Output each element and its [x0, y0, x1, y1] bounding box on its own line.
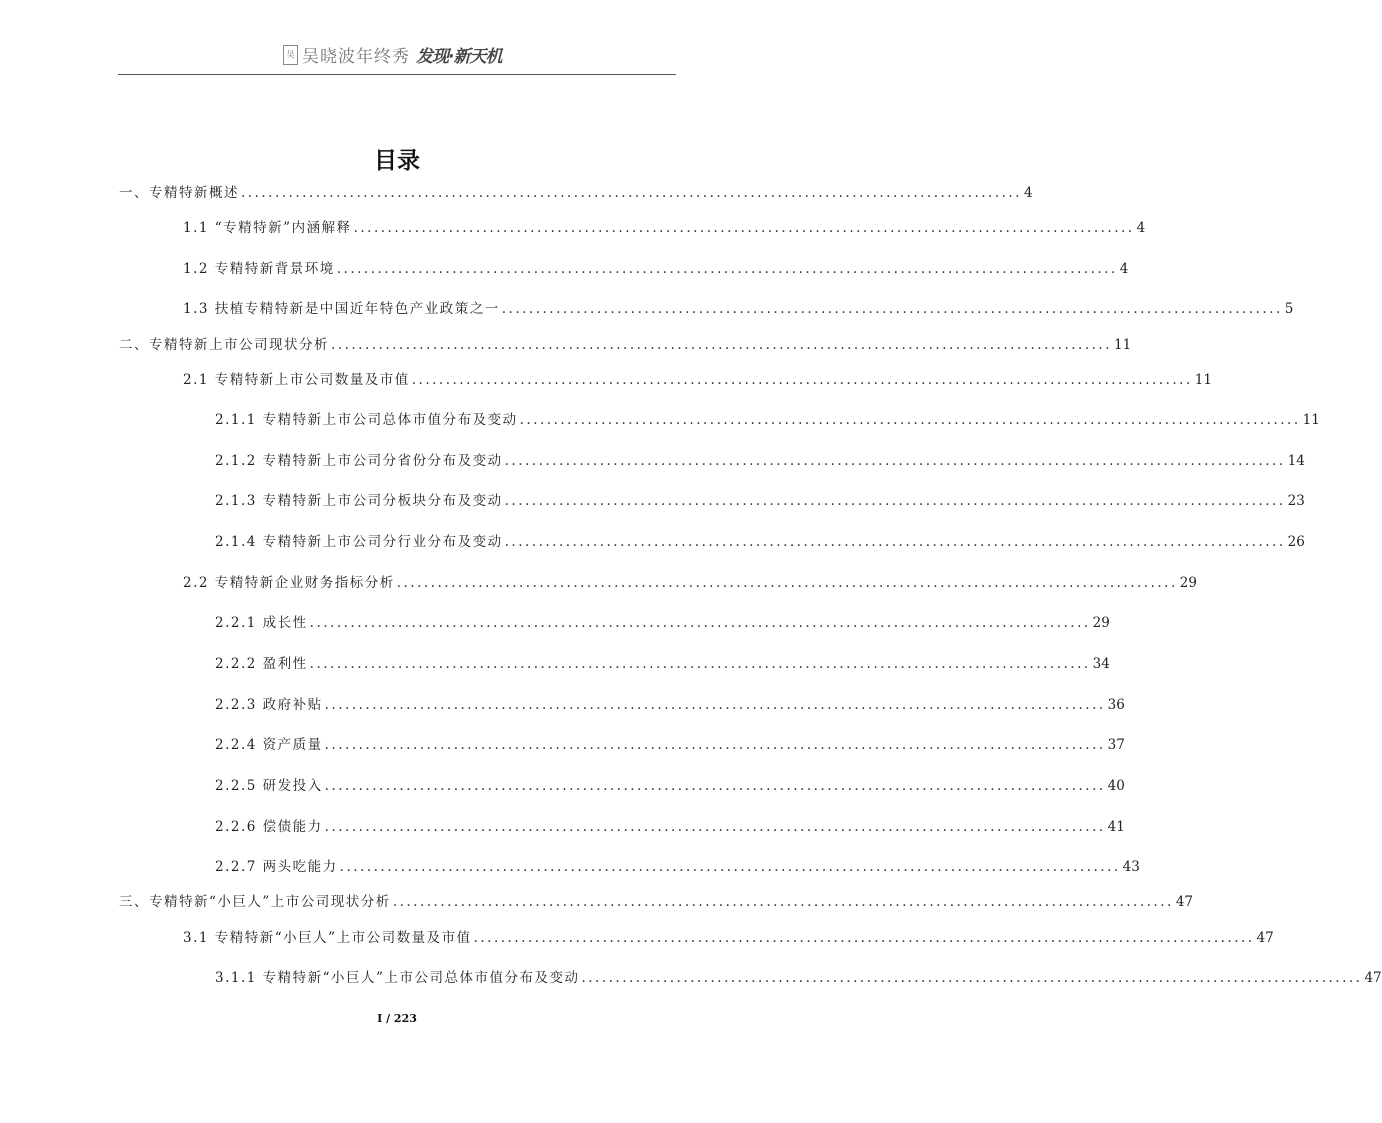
- toc-entry[interactable]: [183, 926, 1274, 946]
- toc-entry-text: 2.2.2 盈利性: [215, 656, 308, 672]
- toc-entry-page: 11: [1194, 372, 1212, 388]
- toc-leader: ...................................................................................................................: [504, 493, 1286, 509]
- toc-entry[interactable]: [215, 774, 1125, 794]
- toc-leader: ...................................................................................................................: [336, 261, 1118, 277]
- toc-leader: ...................................................................................................................: [392, 894, 1174, 910]
- toc-leader: ...................................................................................................................: [324, 697, 1106, 713]
- toc-entry-text: 1.1 “专精特新”内涵解释: [183, 220, 352, 236]
- toc-entry-text: 2.2.7 两头吃能力: [215, 859, 338, 875]
- toc-entry-page: 41: [1107, 819, 1125, 835]
- toc-entry-page: 14: [1287, 453, 1305, 469]
- toc-entry[interactable]: [215, 855, 1140, 875]
- toc-entry-page: 34: [1092, 656, 1110, 672]
- toc-entry[interactable]: [119, 890, 1193, 910]
- toc-leader: ...................................................................................................................: [504, 534, 1286, 550]
- toc-entry-page: 37: [1107, 737, 1125, 753]
- toc-entry[interactable]: [215, 530, 1305, 550]
- toc-entry-text: 2.1.1 专精特新上市公司总体市值分布及变动: [215, 412, 518, 428]
- toc-entry[interactable]: [215, 733, 1125, 753]
- toc-entry-page: 4: [1136, 220, 1146, 236]
- toc-entry-text: 1.2 专精特新背景环境: [183, 261, 335, 277]
- toc-leader: ...................................................................................................................: [411, 372, 1193, 388]
- toc-leader: ...................................................................................................................: [324, 737, 1106, 753]
- toc-leader: ...................................................................................................................: [241, 185, 1022, 201]
- toc-entry[interactable]: [119, 181, 1033, 201]
- toc-leader: ...................................................................................................................: [353, 220, 1135, 236]
- toc-entry-text: 3.1.1 专精特新“小巨人”上市公司总体市值分布及变动: [215, 970, 580, 986]
- toc-leader: ...................................................................................................................: [324, 819, 1106, 835]
- toc-leader: ...................................................................................................................: [339, 859, 1121, 875]
- toc-leader: ...................................................................................................................: [581, 970, 1363, 986]
- toc-leader: ...................................................................................................................: [519, 412, 1301, 428]
- toc-entry[interactable]: [215, 489, 1305, 509]
- toc-entry-text: 2.2.6 偿债能力: [215, 819, 323, 835]
- toc-entry-page: 47: [1175, 894, 1193, 910]
- toc-entry[interactable]: [215, 449, 1305, 469]
- toc-entry-page: 4: [1119, 261, 1129, 277]
- toc-entry[interactable]: [215, 611, 1110, 631]
- toc-entry-page: 4: [1024, 185, 1033, 201]
- toc-leader: ...................................................................................................................: [309, 656, 1091, 672]
- toc-leader: ...................................................................................................................: [396, 575, 1178, 591]
- toc-entry-text: 2.2.4 资产质量: [215, 737, 323, 753]
- toc-leader: ...................................................................................................................: [501, 301, 1283, 317]
- toc-entry[interactable]: [215, 652, 1110, 672]
- toc-entry[interactable]: [183, 216, 1146, 236]
- toc-entry-text: 一、专精特新概述: [119, 185, 239, 201]
- page-number: I / 223: [377, 1012, 417, 1025]
- toc-entry-page: 11: [1114, 337, 1132, 353]
- toc-entry-text: 3.1 专精特新“小巨人”上市公司数量及市值: [183, 930, 472, 946]
- brand-logo-icon: 吴: [283, 45, 298, 65]
- toc-entry-text: 2.2.5 研发投入: [215, 778, 323, 794]
- toc-title: 目录: [374, 148, 420, 174]
- header-title: 吴晓波年终秀: [302, 47, 410, 67]
- toc-entry-page: 23: [1287, 493, 1305, 509]
- toc-entry-page: 36: [1107, 697, 1125, 713]
- header-branding: [283, 42, 501, 67]
- toc-entry-page: 26: [1287, 534, 1305, 550]
- toc-entry[interactable]: [215, 408, 1320, 428]
- toc-entry-text: 2.2.3 政府补贴: [215, 697, 323, 713]
- toc-entry-page: 47: [1256, 930, 1274, 946]
- toc-leader: ...................................................................................................................: [324, 778, 1106, 794]
- page-header: [118, 38, 676, 75]
- toc-entry[interactable]: [183, 257, 1129, 277]
- toc-entry-text: 1.3 扶植专精特新是中国近年特色产业政策之一: [183, 301, 500, 317]
- toc-entry[interactable]: [183, 297, 1294, 317]
- toc-entry[interactable]: [183, 571, 1197, 591]
- toc-entry-page: 5: [1284, 301, 1294, 317]
- toc-entry-page: 11: [1302, 412, 1320, 428]
- toc-entry-text: 2.1.2 专精特新上市公司分省份分布及变动: [215, 453, 503, 469]
- toc-entry[interactable]: [215, 815, 1125, 835]
- toc-entry-page: 43: [1122, 859, 1140, 875]
- toc-leader: ...................................................................................................................: [331, 337, 1112, 353]
- toc-leader: ...................................................................................................................: [473, 930, 1255, 946]
- header-brush-logo: 发现·新天机: [416, 47, 502, 67]
- toc-entry-text: 2.2 专精特新企业财务指标分析: [183, 575, 395, 591]
- toc-entry-page: 40: [1107, 778, 1125, 794]
- toc-entry[interactable]: [215, 966, 1382, 986]
- toc-entry-text: 2.1.3 专精特新上市公司分板块分布及变动: [215, 493, 503, 509]
- toc-entry-text: 2.2.1 成长性: [215, 615, 308, 631]
- toc-entry-text: 三、专精特新“小巨人”上市公司现状分析: [119, 894, 391, 910]
- toc-entry[interactable]: [183, 368, 1212, 388]
- toc-entry-text: 2.1.4 专精特新上市公司分行业分布及变动: [215, 534, 503, 550]
- toc-leader: ...................................................................................................................: [309, 615, 1091, 631]
- toc-entry-text: 二、专精特新上市公司现状分析: [119, 337, 329, 353]
- toc-entry[interactable]: [215, 693, 1125, 713]
- toc-leader: ...................................................................................................................: [504, 453, 1286, 469]
- toc-entry-page: 29: [1092, 615, 1110, 631]
- toc-entry-page: 47: [1364, 970, 1382, 986]
- toc-entry-text: 2.1 专精特新上市公司数量及市值: [183, 372, 410, 388]
- toc-entry-page: 29: [1179, 575, 1197, 591]
- toc-entry[interactable]: [119, 333, 1132, 353]
